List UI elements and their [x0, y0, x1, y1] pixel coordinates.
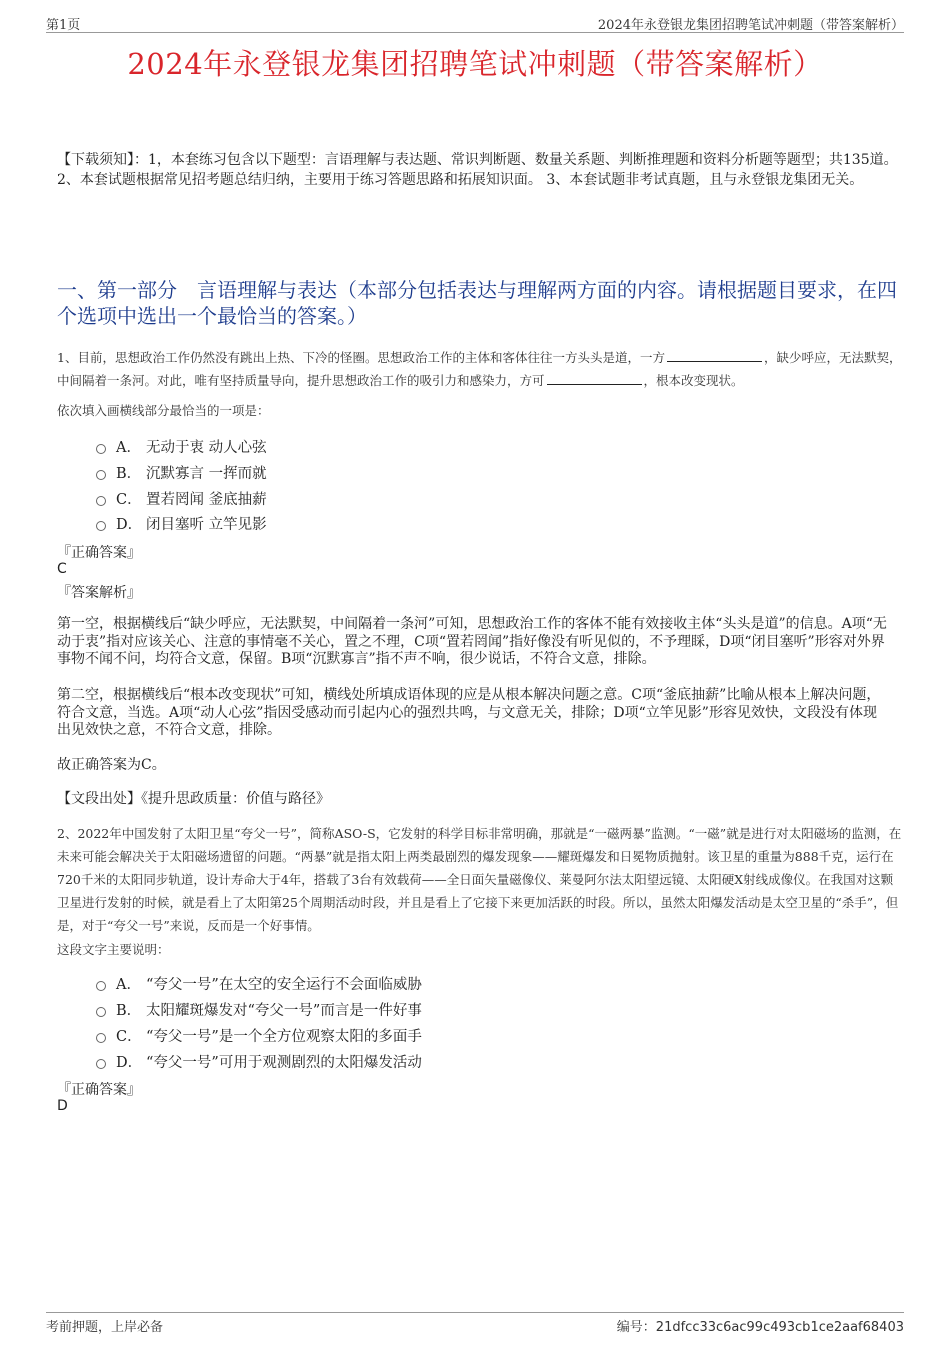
- page-footer: [46, 1312, 904, 1335]
- q2-option-d[interactable]: D． “夸父一号”可用于观测剧烈的太阳爆发活动: [96, 1051, 422, 1071]
- footer-code: 编号：21dfcc33c6ac99c493cb1ce2aaf68403: [616, 1320, 904, 1335]
- page-number: 第1页: [46, 18, 81, 33]
- radio-button[interactable]: [96, 470, 106, 480]
- question-1-prompt: 依次填入画横线部分最恰当的一项是：: [57, 403, 270, 418]
- q1-answer-label: 『正确答案』: [57, 545, 141, 561]
- q1-analysis-label: 『答案解析』: [57, 585, 141, 601]
- blank-line: [547, 372, 642, 385]
- q1-answer: C: [57, 561, 67, 577]
- page-header: [46, 12, 904, 33]
- blank-line: [667, 349, 762, 362]
- section-title: 一、第一部分 言语理解与表达（本部分包括表达与理解两方面的内容。请根据题目要求，在四个选项中选出一个最恰当的答案。）: [57, 278, 897, 328]
- radio-button[interactable]: [96, 1059, 106, 1069]
- q2-answer-label: 『正确答案』: [57, 1082, 141, 1098]
- question-2-prompt: 这段文字主要说明：: [57, 942, 170, 957]
- q2-option-c[interactable]: C． “夸父一号”是一个全方位观察太阳的多面手: [96, 1025, 422, 1045]
- q2-option-b[interactable]: B． 太阳耀斑爆发对“夸父一号”而言是一件好事: [96, 999, 422, 1019]
- radio-button[interactable]: [96, 444, 106, 454]
- q1-option-a[interactable]: A． 无动于衷 动人心弦: [96, 436, 267, 456]
- q1-source: 【文段出处】《提升思政质量：价值与路径》: [57, 791, 330, 807]
- radio-button[interactable]: [96, 1007, 106, 1017]
- q1-option-d[interactable]: D． 闭目塞听 立竿见影: [96, 513, 267, 533]
- download-notice: 【下载须知】：1，本套练习包含以下题型：言语理解与表达题、常识判断题、数量关系题、判断推理题和资料分析题等题型；共135道。 2、本套试题根据常见招考题总结归纳，主要用于练习答题思路和拓展知识面。 3、本套试题非考试真题，且与永登银龙集团无关。: [57, 152, 898, 188]
- question-1-text: 1、目前，思想政治工作仍然没有跳出上热、下冷的怪圈。思想政治工作的主体和客体往往一方头头是道，一方 ，缺少呼应，无法默契，中间隔着一条河。对此，唯有坚持质量导向，提升思想政治工作的吸引力和感染力，方可 ，根本改变现状。: [57, 350, 902, 388]
- radio-button[interactable]: [96, 1033, 106, 1043]
- q1-analysis-paragraph-3: 故正确答案为C。: [57, 757, 166, 773]
- q1-option-b[interactable]: B． 沉默寡言 一挥而就: [96, 462, 267, 482]
- q1-analysis-paragraph-2: 第二空，根据横线后“根本改变现状”可知，横线处所填成语体现的应是从根本解决问题之意。C项“釜底抽薪”比喻从根本上解决问题，符合文意，当选。A项“动人心弦”指因受感动而引起内心的强烈共鸣，与文意无关，排除；D项“立竿见影”形容见效快，文段没有体现出见效快之意，不符合文意，排除。: [57, 687, 881, 738]
- question-2-text: 2、2022年中国发射了太阳卫星“夸父一号”，简称ASO-S，它发射的科学目标非常明确，那就是“一磁两暴”监测。“一磁”就是进行对太阳磁场的监测，在未来可能会解决关于太阳磁场遗留的问题。“两暴”就是指太阳上两类最剧烈的爆发现象——耀斑爆发和日冕物质抛射。该卫星的重量为888千克，运行在720千米的太阳同步轨道，设计寿命大于4年，搭载了3台有效载荷——全日面矢量磁像仪、莱曼阿尔法太阳望远镜、太阳硬X射线成像仪。在我国对这颗卫星进行发射的时候，就是看上了太阳第25个周期活动时段，并且是看上了它接下来更加活跃的时段。所以，虽然太阳爆发活动是太空卫星的“杀手”，但是，对于“夸父一号”来说，反而是一个好事情。: [57, 826, 902, 933]
- q1-analysis-paragraph-1: 第一空，根据横线后“缺少呼应，无法默契，中间隔着一条河”可知，思想政治工作的客体不能有效接收主体“头头是道”的信息。A项“无动于衷”指对应该关心、注意的事情毫不关心，置之不理，C项“置若罔闻”指好像没有听见似的，不予理睬，D项“闭目塞听”形容对外界事物不闻不问，均符合文意，保留。B项“沉默寡言”指不声不响，很少说话，不符合文意，排除。: [57, 616, 887, 667]
- q2-answer: D: [57, 1098, 68, 1114]
- q1-option-c[interactable]: C． 置若罔闻 釜底抽薪: [96, 488, 267, 508]
- radio-button[interactable]: [96, 981, 106, 991]
- radio-button[interactable]: [96, 521, 106, 531]
- document-title: 2024年永登银龙集团招聘笔试冲刺题（带答案解析）: [127, 47, 823, 81]
- footer-slogan: 考前押题，上岸必备: [46, 1320, 164, 1335]
- header-doc-title: 2024年永登银龙集团招聘笔试冲刺题（带答案解析）: [597, 18, 904, 33]
- q2-option-a[interactable]: A． “夸父一号”在太空的安全运行不会面临威胁: [96, 973, 422, 993]
- radio-button[interactable]: [96, 496, 106, 506]
